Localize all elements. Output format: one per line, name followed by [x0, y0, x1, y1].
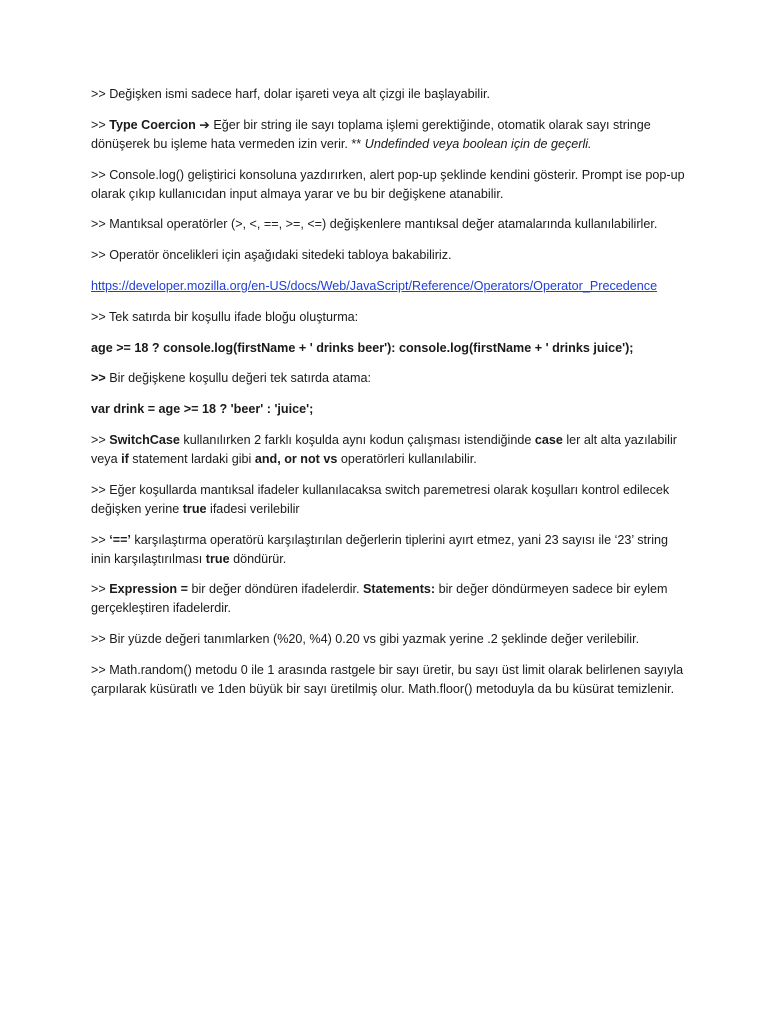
bold-text: true [182, 501, 207, 516]
note-operator-precedence [91, 246, 691, 265]
bold-text: if [121, 451, 129, 466]
note-type-coercion [91, 116, 691, 154]
text-run: >> [91, 117, 110, 132]
text-run: >> Mantıksal operatörler (>, <, ==, >=, <=) değişkenlere mantıksal değer atamalarında kullanılabilirler. [91, 217, 658, 232]
note-switch-true [91, 481, 691, 519]
bold-text: ➔ [195, 117, 214, 132]
bold-text: Statements: [363, 582, 436, 597]
bold-text: age >= 18 ? console.log(firstName + ' drinks beer'): console.log(firstName + ' drinks juice'); [91, 340, 634, 355]
note-ternary-block [91, 308, 691, 327]
bold-text: and, or not vs [254, 451, 338, 466]
text-run: >> Eğer koşullarda mantıksal ifadeler kullanılacaksa switch paremetresi olarak koşulları kontrol edilecek değişken yerine [91, 482, 670, 516]
code-ternary-console [91, 339, 691, 358]
note-expression-statement [91, 580, 691, 618]
text-run: >> [91, 582, 110, 597]
note-logical-operators [91, 215, 691, 234]
note-ternary-assignment [91, 369, 691, 388]
text-run: bir değer döndüren ifadelerdir. [187, 582, 363, 597]
note-percentage [91, 630, 691, 649]
text-run: ifadesi verilebilir [206, 501, 300, 516]
code-ternary-assignment [91, 400, 691, 419]
note-math-random [91, 661, 691, 699]
text-run: >> [91, 432, 110, 447]
text-run: karşılaştırma operatörü karşılaştırılan değerlerin tiplerini ayırt etmez, yani 23 sayısı ile ‘23’ string inin karşılaştırılması [91, 532, 669, 566]
text-run: kullanılırken 2 farklı koşulda aynı kodun çalışması istendiğinde [179, 432, 535, 447]
note-console-alert-prompt [91, 166, 691, 204]
text-run: >> Operatör öncelikleri için aşağıdaki sitedeki tabloya bakabiliriz. [91, 248, 452, 263]
note-loose-equality [91, 531, 691, 569]
precedence-link-paragraph [91, 277, 691, 296]
bold-text: true [205, 551, 230, 566]
document-body [91, 85, 691, 711]
bold-text: >> [91, 371, 106, 386]
text-run: döndürür. [229, 551, 287, 566]
bold-text: Expression = [109, 582, 188, 597]
note-variable-naming [91, 85, 691, 104]
text-run: >> Bir yüzde değeri tanımlarken (%20, %4) 0.20 vs gibi yazmak yerine .2 şeklinde değer verilebilir. [91, 632, 640, 647]
text-run: bir değer döndürmeyen sadece bir eylem gerçekleştiren ifadelerdir. [91, 582, 668, 616]
text-run: >> Değişken ismi sadece harf, dolar işareti veya alt çizgi ile başlayabilir. [91, 87, 490, 101]
note-switch-case [91, 431, 691, 469]
text-run: Eğer bir string ile sayı toplama işlemi gerektiğinde, otomatik olarak sayı stringe dönüşerek bu işleme hata vermeden izin verir. ** [91, 117, 651, 151]
bold-text: var drink = age >= 18 ? 'beer' : 'juice'; [91, 402, 314, 417]
text-run: operatörleri kullanılabilir. [337, 451, 477, 466]
bold-text: SwitchCase [109, 432, 180, 447]
bold-text: case [534, 432, 563, 447]
operator-precedence-link[interactable]: https://developer.mozilla.org/en-US/docs/Web/JavaScript/Reference/Operators/Operator_Precedence [91, 278, 658, 293]
italic-text: Undefinded veya boolean için de geçerli. [364, 136, 592, 151]
text-run: statement lardaki gibi [128, 451, 255, 466]
text-run: Bir değişkene koşullu değeri tek satırda atama: [105, 371, 372, 386]
text-run: >> [91, 532, 110, 547]
text-run: ler alt alta yazılabilir veya [91, 432, 677, 466]
bold-text: Type Coercion [109, 117, 196, 132]
text-run: >> Math.random() metodu 0 ile 1 arasında rastgele bir sayı üretir, bu sayı üst limit olarak belirlenen sayıyla çarpılarak küsüratlı ve 1den büyük bir sayı üretilmiş olur. Math.floor() metoduyla da bu küsürat temizlenir. [91, 662, 684, 696]
text-run: >> Console.log() geliştirici konsoluna yazdırırken, alert pop-up şeklinde kendini gösterir. Prompt ise pop-up olarak çıkıp kullanıcıdan input almaya yarar ve bu bir değişkene atanabilir. [91, 167, 685, 201]
bold-text: ‘==’ [109, 532, 131, 547]
text-run: >> Tek satırda bir koşullu ifade bloğu oluşturma: [91, 309, 359, 324]
